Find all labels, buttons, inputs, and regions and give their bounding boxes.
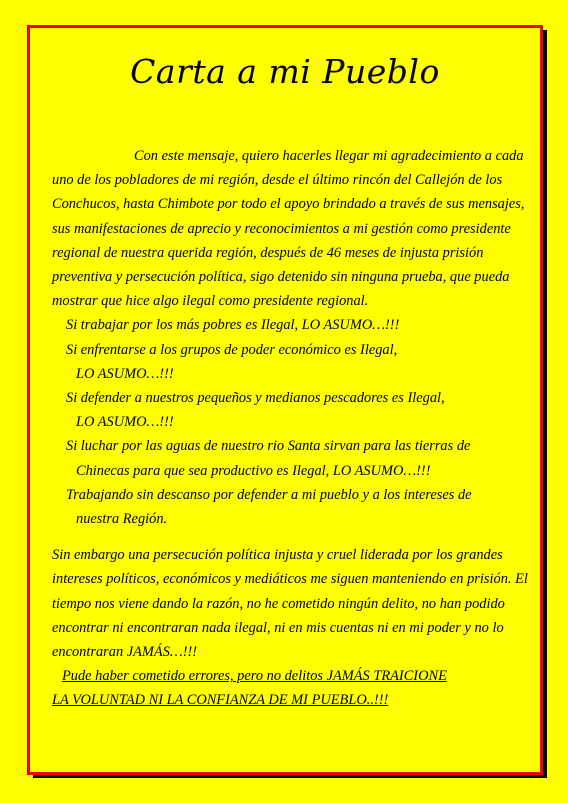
closing-line-1: Pude haber cometido errores, pero no delitos JAMÁS TRAICIONE	[62, 668, 447, 685]
statement-item	[52, 313, 528, 337]
statement-line-continued: Chinecas para que sea productivo es Ilegal, LO ASUMO…!!!	[76, 462, 431, 479]
statement-line: Si defender a nuestros pequeños y medianos pescadores es Ilegal,	[66, 390, 445, 407]
statement-line-continued: nuestra Región.	[76, 511, 168, 528]
second-paragraph: Sin embargo una persecución política injusta y cruel liderada por los grandes intereses políticos, económicos y mediáticos me siguen manteniendo en prisión. El tiempo nos viene dando la razón, no he cometido ningún delito, no han podido encontrar ni encontraran nada ilegal, ni en mis cuentas ni en mi poder y no lo encontraran JAMÁS…!!!	[52, 547, 528, 661]
statement-line: Si luchar por las aguas de nuestro rio Santa sirvan para las tierras de	[66, 438, 471, 455]
letter-body	[52, 144, 528, 713]
statement-item	[52, 338, 528, 386]
letter-title: Carta a mi Pueblo	[130, 52, 440, 91]
statement-line-continued: LO ASUMO…!!!	[76, 414, 174, 431]
intro-paragraph: Con este mensaje, quiero hacerles llegar mi agradecimiento a cada uno de los pobladores de mi región, desde el último rincón del Callejón de los Conchucos, hasta Chimbote por todo el apoyo brindado a través de sus mensajes, sus manifestaciones de aprecio y reconocimientos a mi gestión como presidente regional de nuestra querida región, después de 46 meses de injusta prisión preventiva y persecución política, sigo detenido sin ninguna prueba, que pueda mostrar que hice algo ilegal como presidente regional.	[52, 148, 525, 310]
statement-item	[52, 386, 528, 434]
statement-item	[52, 434, 528, 482]
statement-line: Si trabajar por los más pobres es Ilegal, LO ASUMO…!!!	[66, 317, 400, 334]
letter-frame	[27, 25, 543, 775]
statement-line: Si enfrentarse a los grupos de poder económico es Ilegal,	[66, 341, 398, 358]
statement-item	[52, 483, 528, 531]
closing-statement	[52, 664, 528, 712]
statement-line-continued: LO ASUMO…!!!	[76, 365, 174, 382]
closing-line-2: LA VOLUNTAD NI LA CONFIANZA DE MI PUEBLO..!!!	[52, 692, 389, 709]
statement-line: Trabajando sin descanso por defender a mi pueblo y a los intereses de	[66, 486, 472, 503]
